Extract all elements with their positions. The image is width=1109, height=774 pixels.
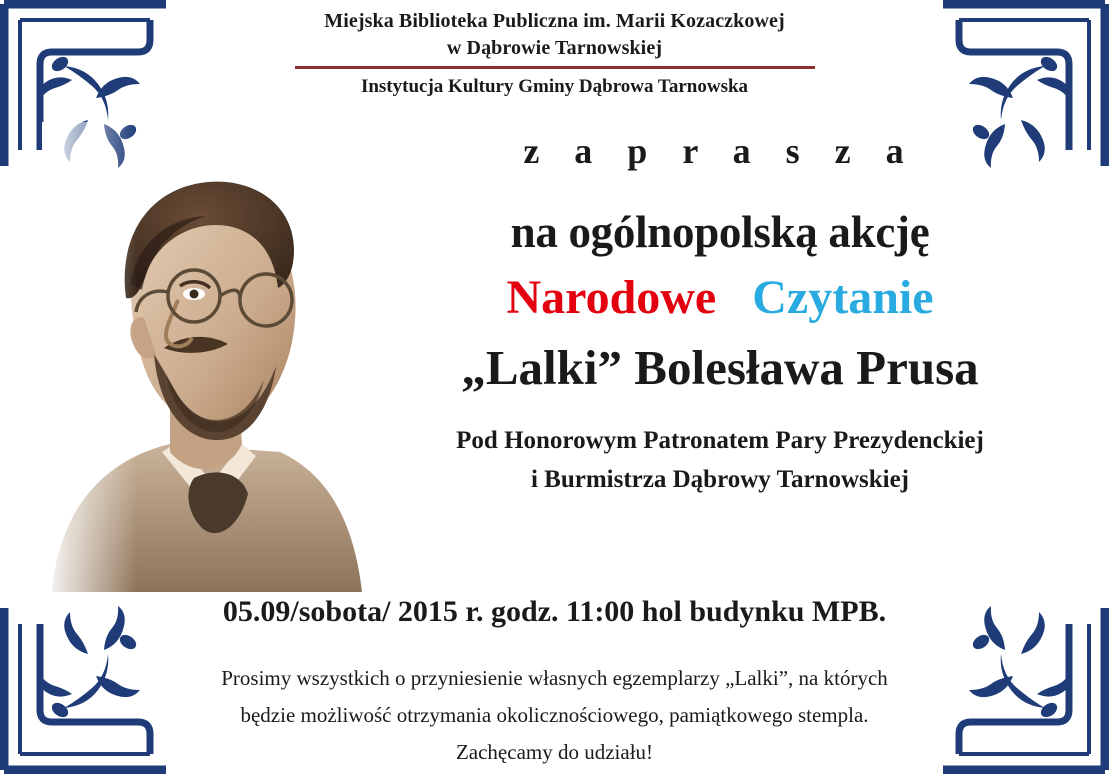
footer-line-3: Zachęcamy do udziału! (455, 739, 654, 764)
campaign-title (350, 270, 1090, 325)
institution-subtitle: Instytucja Kultury Gminy Dąbrowa Tarnowska (360, 76, 749, 97)
action-line: na ogólnopolską akcję (510, 207, 930, 257)
campaign-word-narodowe: Narodowe (506, 271, 717, 324)
event-dateline: 05.09/sobota/ 2015 r. godz. 11:00 hol budynku MPB. (222, 595, 887, 628)
header-divider-rule (295, 66, 815, 69)
poster-main-text (350, 130, 1090, 500)
campaign-word-czytanie: Czytanie (752, 271, 934, 324)
footer-line-2: będzie możliwość otrzymania okolicznościowego, pamiątkowego stempla. (240, 702, 869, 727)
work-title: „Lalki” Bolesława Prusa (461, 340, 979, 395)
footer-line-1: Prosimy wszystkich o przyniesienie własnych egzemplarzy „Lalki”, na których (221, 666, 888, 690)
patronage-line-2: i Burmistrza Dąbrowy Tarnowskiej (530, 465, 910, 493)
poster-footer-note (0, 660, 1109, 770)
poster-header (0, 8, 1109, 100)
institution-name-line-2: w Dąbrowie Tarnowskiej (446, 37, 663, 59)
boleslaw-prus-portrait (42, 122, 382, 592)
institution-name-line-1: Miejska Biblioteka Publiczna im. Marii Kozaczkowej (324, 10, 785, 32)
patronage-line-1: Pod Honorowym Patronatem Pary Prezydenckiej (456, 427, 984, 454)
invites-line: z a p r a s z a (523, 131, 917, 171)
